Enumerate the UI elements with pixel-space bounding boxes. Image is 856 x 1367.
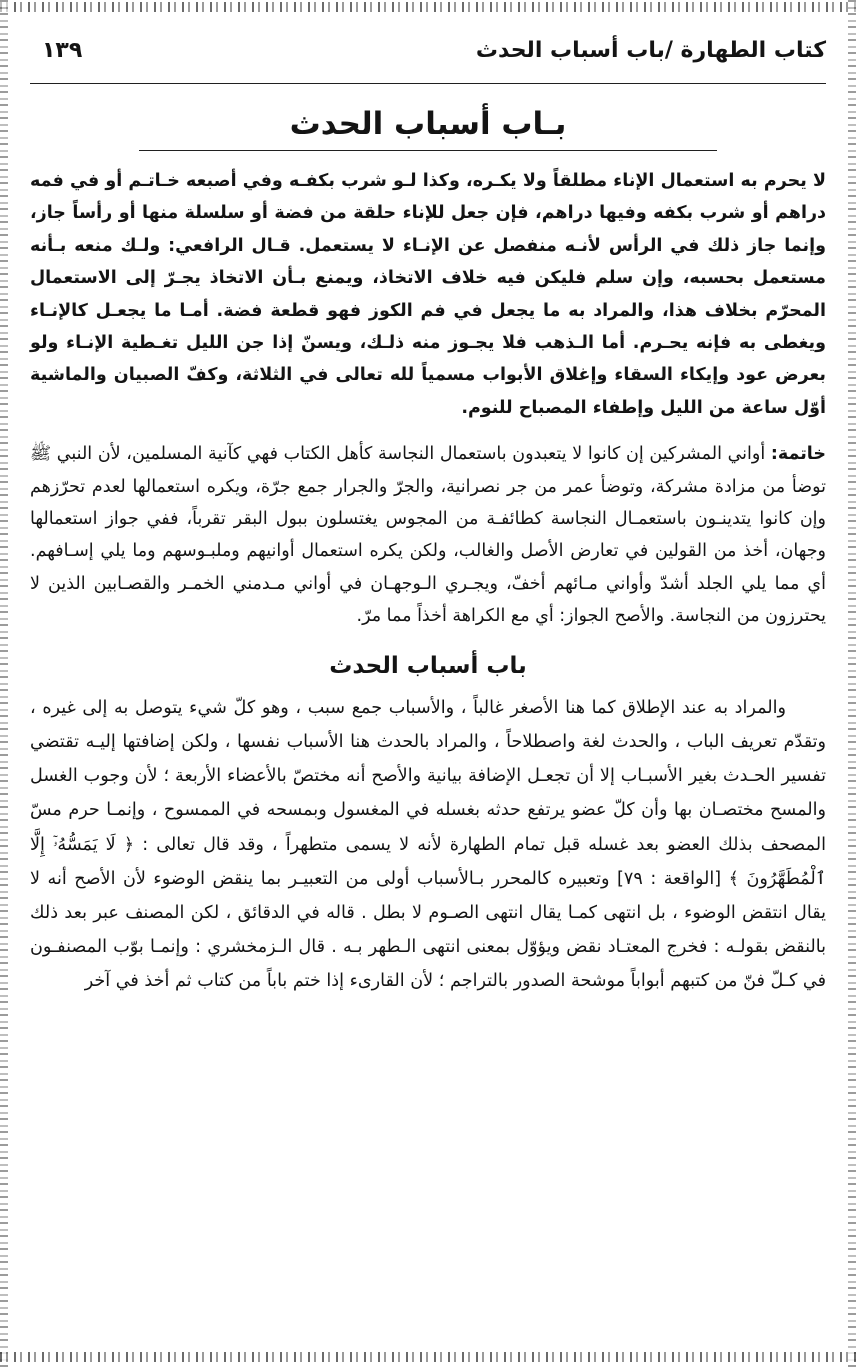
chapter-title: بـاب أسباب الحدث: [289, 106, 567, 142]
chapter-title-underline: [139, 150, 717, 151]
khatima-paragraph: [30, 438, 826, 632]
khatima-text: أواني المشركين إن كانوا لا يتعبدون باستعمال النجاسة كأهل الكتاب فهي كآنية المسلمين، لأن النبي ﷺ توضأ من مزادة مشركة، وتوضأ عمر من جر نصرانية، والجرّ والجرار جمع جرّة، ويكره استعمالها لعدم تحرّزهم وإن كانوا يتدينـون باستعمـال النجاسة كطائفـة من المجوس يغتسلون ببول البقر تقرباً، ففي جواز استعمالها وجهان، أخذ من القولين في تعارض الأصل والغالب، ولكن يكره استعمال أوانيهم وملبـوسهم وما يلي إسـافهم. أي مما يلي الجلد أشدّ وأواني مـائهم أخفّ، ويجـري الـوجهـان في أواني مـدمني الخمـر والقصـابين الذين لا يحترزون من النجاسة. والأصح الجواز: أي مع الكراهة أخذاً مما مرّ.: [30, 444, 826, 627]
book-page: [30, 28, 826, 1346]
running-title: كتاب الطهارة /باب أسباب الحدث: [475, 38, 826, 63]
section-title: باب أسباب الحدث: [329, 652, 527, 679]
page-number: ١٣٩: [42, 38, 83, 63]
running-header: [30, 28, 826, 84]
left-ornamental-border: [0, 0, 8, 1367]
matn-paragraph: لا يحرم به استعمال الإناء مطلقاً ولا يكـره، وكذا لـو شرب بكفـه وفي أصبعه خـاتـم أو في فمه دراهم أو شرب بكفه وفيها دراهم، فإن جعل للإناء حلقة من فضة أو سلسلة منها أو رأساً جاز، وإنما جاز ذلك في الرأس لأنـه منفصل عن الإنـاء لا يستعمل. قـال الرافعي: ولـك منعه بـأنه مستعمل بحسبه، وإن سلم فليكن فيه خلاف الاتخاذ، ويمنع بـأن الاتخاذ يجـرّ إلى الاستعمال المحرّم بخلاف هذا، والمراد به ما يجعل في فم الكوز فهو قطعة فضة. أمـا ما يجعـل كالإنـاء ويغطى به فإنه يحـرم. أما الـذهب فلا يجـوز منه ذلـك، ويسنّ إذا جن الليل تغـطية الإنـاء ولو بعرض عود وإيكاء السقاء وإغلاق الأبواب مسمياً لله تعالى في الثلاثة، وكفّ الصبيان والماشية أوّل ساعة من الليل وإطفاء المصباح للنوم.: [30, 171, 826, 418]
sharh-paragraph: [30, 691, 826, 999]
right-ornamental-border: [848, 0, 856, 1367]
sharh-text: والمراد به عند الإطلاق كما هنا الأصغر غالباً ، والأسباب جمع سبب ، وهو كلّ شيء يتوصل به إلى غيره ، وتقدّم تعريف الباب ، والحدث لغة واصطلاحاً ، والمراد بالحدث هنا الأسباب نفسها ، ولكن إضافتها إليـه تقتضي تفسير الحـدث بغير الأسبـاب إلا أن تجعـل الإضافة بيانية والأصح أنه مختصّ بالأعضاء الأربعة ؛ لأن وجوب الغسل والمسح مختصـان بها وأن كلّ عضو يرتفع حدثه بغسله في المغسول وبمسحه في الممسوح ، وإنمـا حرم مسّ المصحف بذلك العضو بعد غسله قبل تمام الطهارة لأنه لا يسمى متطهراً ، وقد قال تعالى : ﴿ لَا يَمَسُّهُۥٓ إِلَّا ٱلْمُطَهَّرُونَ ﴾ [الواقعة : ٧٩] وتعبيره كالمحرر بـالأسباب أولى من التعبيـر بما ينقض الوضوء لأن الأصح أنه لا يقال انتقض الوضوء ، بل انتهى كمـا يقال انتهى الصـوم لا بطل . قاله في الدقائق ، لكن المصنف عبر بعد ذلك بالنقض بقولـه : فخرج المعتـاد نقض ويؤوّل بمعنى انتهى الـطهر بـه . قال الـزمخشري : وإنمـا بوّب المصنفـون في كـلّ فنّ من كتبهم أبواباً موشحة الصدور بالتراجم ؛ لأن القارىء إذا ختم باباً من كتاب ثم أخذ في آخر: [30, 697, 826, 992]
top-ornamental-border: [0, 2, 856, 12]
bottom-ornamental-border: [0, 1352, 856, 1362]
khatima-label: خاتمة:: [770, 444, 826, 465]
